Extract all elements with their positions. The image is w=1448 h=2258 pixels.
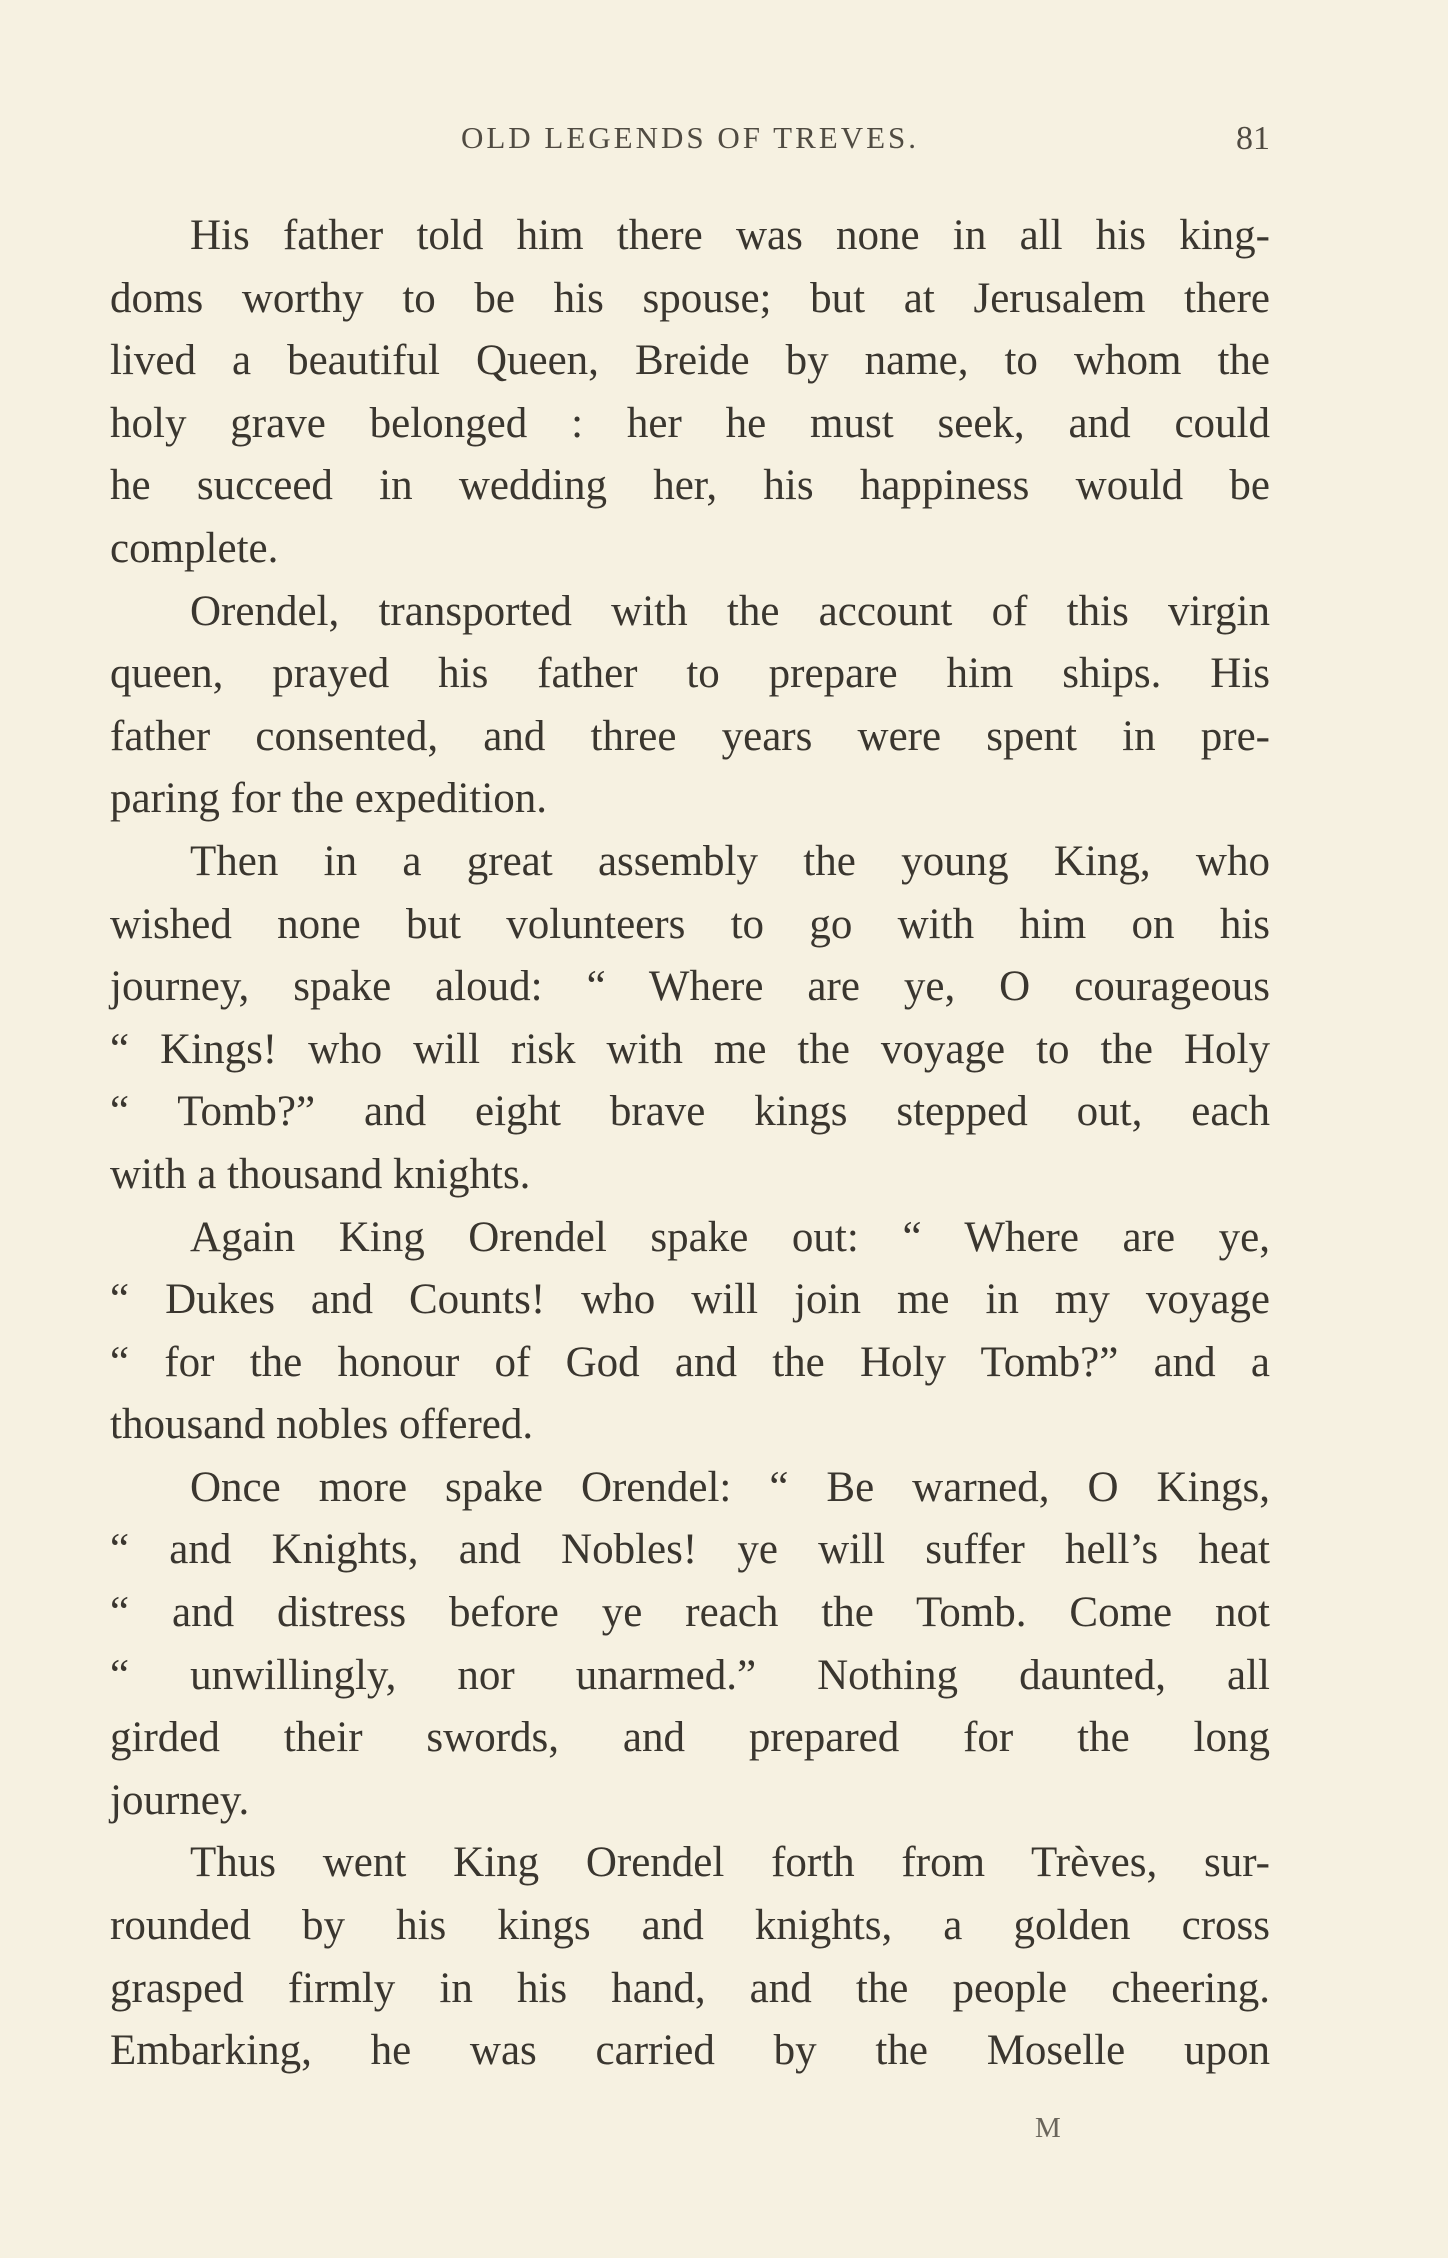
text-line: Orendel, transported with the account of this virgin [190, 587, 1270, 635]
text-line: thousand nobles offered. [110, 1401, 534, 1449]
text-line: rounded by his kings and knights, a golden cross [110, 1902, 1270, 1950]
text-line: “ Kings! who will risk with me the voyage to the Holy [110, 1025, 1270, 1073]
text-line: complete. [110, 524, 279, 572]
text-line: His father told him there was none in all his king- [190, 212, 1270, 259]
text-line: “ unwillingly, nor unarmed.” Nothing daunted, all [110, 1651, 1270, 1699]
text-line: queen, prayed his father to prepare him ships. His [110, 650, 1270, 698]
text-line: Again King Orendel spake out: “ Where are ye, [190, 1213, 1270, 1261]
text-line: “ for the honour of God and the Holy Tomb?” and a [110, 1338, 1270, 1386]
text-line: with a thousand knights. [110, 1150, 531, 1198]
text-line: girded their swords, and prepared for the long [110, 1714, 1270, 1762]
text-line: father consented, and three years were spent in pre- [110, 712, 1270, 760]
text-line: holy grave belonged : her he must seek, and could [110, 399, 1270, 447]
running-head [110, 120, 1270, 170]
text-line: Once more spake Orendel: “ Be warned, O Kings, [190, 1463, 1270, 1511]
text-line: Then in a great assembly the young King, who [190, 837, 1270, 885]
text-line: journey. [110, 1776, 250, 1824]
text-line: journey, spake aloud: “ Where are ye, O courageous [110, 963, 1270, 1011]
text-line: Embarking, he was carried by the Moselle upon [110, 2027, 1270, 2075]
text-line: doms worthy to be his spouse; but at Jerusalem there [110, 274, 1270, 322]
text-line: “ and distress before ye reach the Tomb. Come not [110, 1589, 1270, 1637]
text-line: wished none but volunteers to go with him on his [110, 900, 1270, 948]
text-line: Thus went King Orendel forth from Trèves, sur- [190, 1839, 1270, 1887]
text-line: paring for the expedition. [110, 775, 548, 823]
signature-mark: M [1035, 2112, 1061, 2144]
text-line: “ and Knights, and Nobles! ye will suffer hell’s heat [110, 1526, 1270, 1574]
page-number: 81 [1236, 120, 1270, 157]
text-line: “ Tomb?” and eight brave kings stepped out, each [110, 1088, 1270, 1136]
running-title: OLD LEGENDS OF TREVES. [460, 120, 920, 155]
text-line: lived a beautiful Queen, Breide by name, to whom the [110, 337, 1270, 385]
text-line: grasped firmly in his hand, and the people cheering. [110, 1964, 1270, 2012]
body-text [110, 205, 1270, 2083]
text-line: “ Dukes and Counts! who will join me in my voyage [110, 1276, 1270, 1324]
text-line: he succeed in wedding her, his happiness would be [110, 462, 1270, 510]
